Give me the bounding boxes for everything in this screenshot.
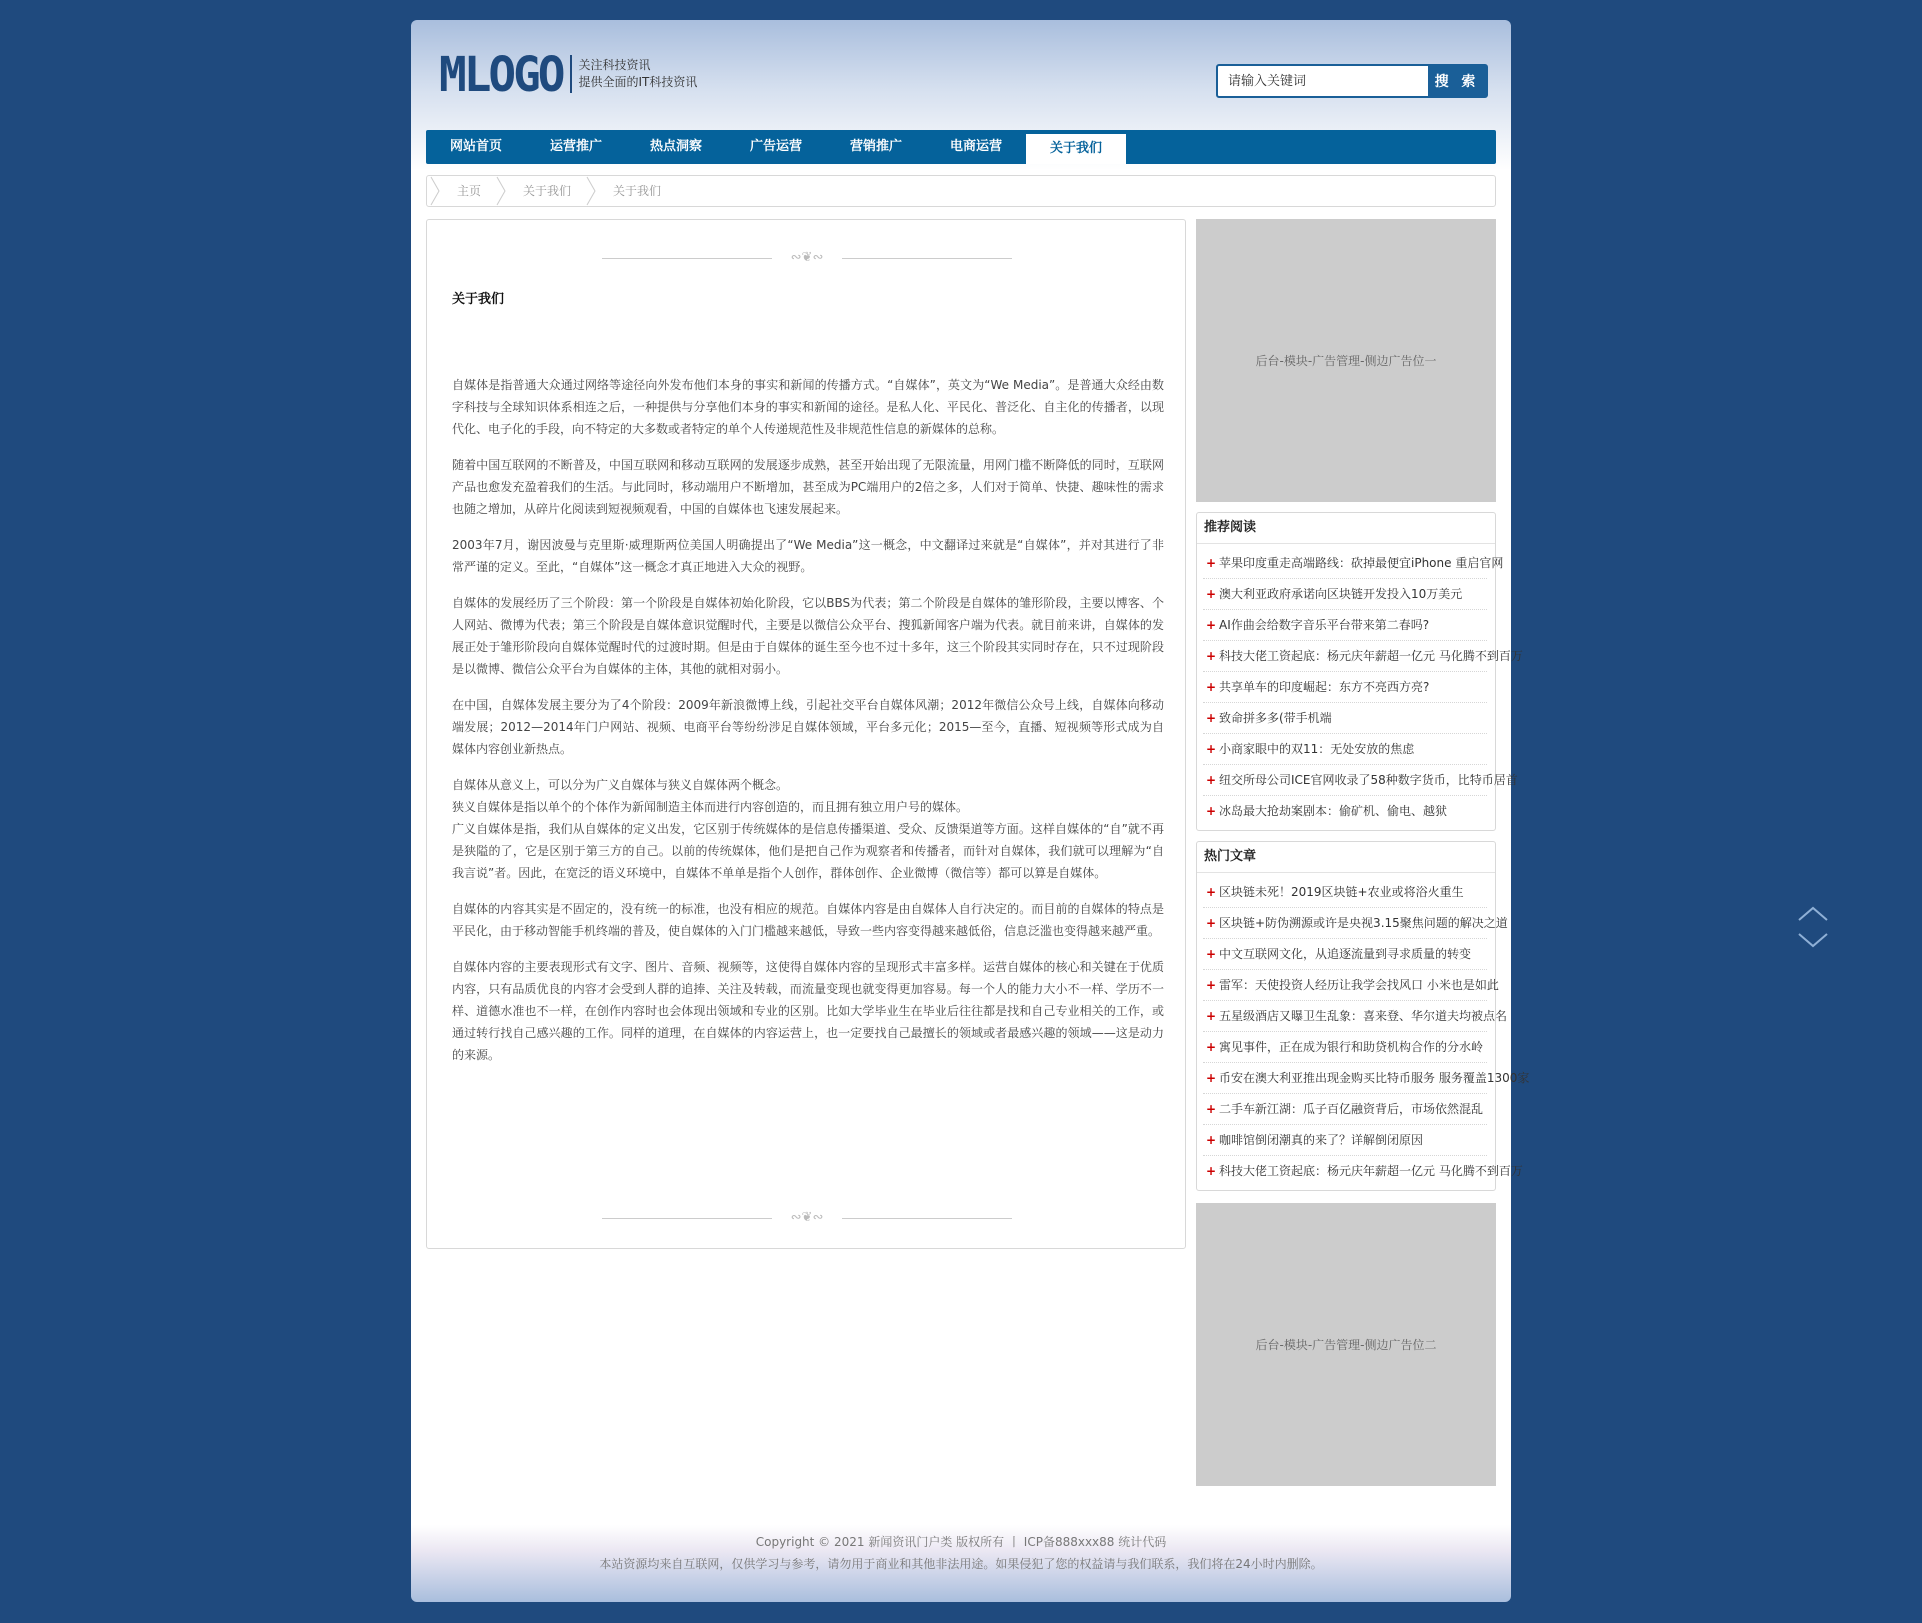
article-paragraph: 自媒体的发展经历了三个阶段：第一个阶段是自媒体初始化阶段，它以BBS为代表；第二个阶段是自媒体的雏形阶段，主要以博客、个人网站、微博为代表；第三个阶段是自媒体意识觉醒时代，主要是以微信公众平台、搜狐新闻客户端为代表。就目前来讲，自媒体的发展正处于雏形阶段向自媒体觉醒时代的过渡时期。但是由于自媒体的诞生至今也不过十多年，这三个阶段其实同时存在，只不过现阶段是以微博、微信公众平台为自媒体的主体，其他的就相对弱小。 <box>452 596 1164 676</box>
search-input[interactable] <box>1218 66 1428 96</box>
ornament-divider-bottom <box>602 1210 1012 1226</box>
ornament-divider-top <box>602 250 1012 266</box>
list-item[interactable]: + 币安在澳大利亚推出现金购买比特币服务 服务覆盖1300家 <box>1203 1063 1487 1094</box>
slogan-line-2: 提供全面的IT科技资讯 <box>578 75 698 89</box>
ornament-icon: ∾❦∾ <box>790 1210 824 1225</box>
footer <box>411 1531 1511 1575</box>
list-item[interactable]: + 澳大利亚政府承诺向区块链开发投入10万美元 <box>1203 579 1487 610</box>
sidebar <box>1196 219 1530 1486</box>
scroll-controls <box>1795 900 1831 960</box>
nav-item-marketing[interactable]: 营销推广 <box>849 139 902 154</box>
list-item[interactable]: + 冰岛最大抢劫案剧本：偷矿机、偷电、越狱 <box>1203 796 1487 826</box>
article-paragraph: 随着中国互联网的不断普及，中国互联网和移动互联网的发展逐步成熟，甚至开始出现了无限流量，用网门槛不断降低的同时，互联网产品也愈发充盈着我们的生活。与此同时，移动端用户不断增加，甚至成为PC端用户的2倍之多，人们对于简单、快捷、趣味性的需求也随之增加，从碎片化阅读到短视频观看，中国的自媒体也飞速发展起来。 <box>452 458 1164 516</box>
nav-item-hotspot[interactable]: 热点洞察 <box>649 139 702 154</box>
list-item[interactable]: + 科技大佬工资起底：杨元庆年薪超一亿元 马化腾不到百万 <box>1203 1156 1487 1186</box>
list-item[interactable]: + 咖啡馆倒闭潮真的来了？详解倒闭原因 <box>1203 1125 1487 1156</box>
article-paragraph: 自媒体内容的主要表现形式有文字、图片、音频、视频等，这使得自媒体内容的呈现形式丰富多样。运营自媒体的核心和关键在于优质内容，只有品质优良的内容才会受到人群的追捧、关注及转载，而流量变现也就变得更加容易。每一个人的能力大小不一样、学历不一样、道德水准也不一样，在创作内容时也会体现出领域和专业的区别。比如大学毕业生在毕业后往往都是找和自己专业相关的工作，或通过转行找自己感兴趣的工作。同样的道理，在自媒体的内容运营上，也一定要找自己最擅长的领域或者最感兴趣的领域——这是动力的来源。 <box>452 960 1164 1062</box>
breadcrumb-separator-icon <box>429 176 441 206</box>
list-item[interactable]: + 二手车新江湖：瓜子百亿融资背后，市场依然混乱 <box>1203 1094 1487 1125</box>
search-button[interactable]: 搜 索 <box>1428 66 1486 96</box>
slogan-line-1: 关注科技资讯 <box>578 58 651 72</box>
hot-title: 热门文章 <box>1197 842 1495 873</box>
breadcrumb-current: 关于我们 <box>613 184 662 198</box>
breadcrumb-home[interactable]: 主页 <box>457 184 482 198</box>
list-item[interactable]: + 中文互联网文化，从追逐流量到寻求质量的转变 <box>1203 939 1487 970</box>
article-paragraph: 自媒体的内容其实是不固定的，没有统一的标准，也没有相应的规范。自媒体内容是由自媒体人自行决定的。而目前的自媒体的特点是平民化，由于移动智能手机终端的普及，使自媒体的入门门槛越来越低，导致一些内容变得越来越低俗，信息泛滥也变得越来越严重。 <box>452 902 1164 938</box>
scroll-down-icon[interactable] <box>1795 926 1831 952</box>
logo[interactable] <box>439 45 698 103</box>
ornament-line <box>602 258 772 259</box>
header <box>411 20 1511 130</box>
search-box <box>1216 64 1488 98</box>
logo-divider <box>570 55 572 93</box>
list-item[interactable]: + 寓见事件，正在成为银行和助贷机构合作的分水岭 <box>1203 1032 1487 1063</box>
breadcrumb-separator-icon <box>585 176 597 206</box>
list-item[interactable]: + 科技大佬工资起底：杨元庆年薪超一亿元 马化腾不到百万 <box>1203 641 1487 672</box>
ornament-line <box>602 1218 772 1219</box>
article-paragraph: 在中国，自媒体发展主要分为了4个阶段：2009年新浪微博上线，引起社交平台自媒体风潮；2012年微信公众号上线，自媒体向移动端发展；2012—2014年门户网站、视频、电商平台等纷纷涉足自媒体领域，平台多元化；2015—至今，直播、短视频等形式成为自媒体内容创业新热点。 <box>452 698 1164 756</box>
nav-item-operation[interactable]: 运营推广 <box>549 139 602 154</box>
nav-item-ecommerce[interactable]: 电商运营 <box>949 139 1002 154</box>
list-item[interactable]: + 小商家眼中的双11：无处安放的焦虑 <box>1203 734 1487 765</box>
nav-item-home[interactable]: 网站首页 <box>449 139 502 154</box>
recommended-list <box>1197 544 1523 830</box>
ornament-line <box>842 258 1012 259</box>
article-body <box>452 374 1164 1080</box>
hot-box <box>1196 841 1530 1191</box>
breadcrumb-category[interactable]: 关于我们 <box>523 184 572 198</box>
ornament-line <box>842 1218 1012 1219</box>
list-item[interactable]: + 致命拼多多(带手机端 <box>1203 703 1487 734</box>
footer-copyright: Copyright © 2021 新闻资讯门户类 版权所有 丨 ICP备888xxx88 统计代码 <box>755 1535 1167 1549</box>
list-item[interactable]: + 共享单车的印度崛起：东方不亮西方亮? <box>1203 672 1487 703</box>
article-panel <box>426 219 1186 1249</box>
page-container <box>411 20 1530 1602</box>
article-paragraph: 2003年7月，谢因波曼与克里斯·威理斯两位美国人明确提出了“We Media”这一概念，中文翻译过来就是“自媒体”，并对其进行了非常严谨的定义。至此，“自媒体”这一概念才真正地进入大众的视野。 <box>452 538 1164 574</box>
recommended-title: 推荐阅读 <box>1197 513 1495 544</box>
ornament-icon: ∾❦∾ <box>790 250 824 265</box>
breadcrumb <box>426 175 1496 207</box>
article-paragraph: 自媒体从意义上，可以分为广义自媒体与狭义自媒体两个概念。 狭义自媒体是指以单个的个体作为新闻制造主体而进行内容创造的，而且拥有独立用户号的媒体。 广义自媒体是指，我们从自媒体的定义出发，它区别于传统媒体的是信息传播渠道、受众、反馈渠道等方面。这样自媒体的“自”就不再是狭隘的了，它是区别于第三方的自己。以前的传统媒体，他们是把自己作为观察者和传播者，而针对自媒体，我们就可以理解为“自我言说”者。因此，在宽泛的语义环境中，自媒体不单单是指个人创作，群体创作、企业微博（微信等）都可以算是自媒体。 <box>452 778 1164 880</box>
article-title: 关于我们 <box>452 292 505 307</box>
logo-text: MLOGO <box>439 45 563 103</box>
list-item[interactable]: + 纽交所母公司ICE官网收录了58种数字货币，比特币居首 <box>1203 765 1487 796</box>
main-nav <box>426 130 1496 164</box>
nav-item-about[interactable]: 关于我们 <box>1026 134 1126 164</box>
nav-item-ads[interactable]: 广告运营 <box>749 139 802 154</box>
sidebar-ad-2[interactable]: 后台-模块-广告管理-侧边广告位二 <box>1196 1203 1496 1486</box>
list-item[interactable]: + 苹果印度重走高端路线：砍掉最便宜iPhone 重启官网 <box>1203 548 1487 579</box>
breadcrumb-separator-icon <box>495 176 507 206</box>
list-item[interactable]: + 雷军：天使投资人经历让我学会找风口 小米也是如此 <box>1203 970 1487 1001</box>
recommended-box <box>1196 512 1523 831</box>
sidebar-ad-1[interactable]: 后台-模块-广告管理-侧边广告位一 <box>1196 219 1496 502</box>
list-item[interactable]: + AI作曲会给数字音乐平台带来第二春吗? <box>1203 610 1487 641</box>
list-item[interactable]: + 区块链+防伪溯源或许是央视3.15聚焦问题的解决之道 <box>1203 908 1487 939</box>
list-item[interactable]: + 五星级酒店又曝卫生乱象：喜来登、华尔道夫均被点名 <box>1203 1001 1487 1032</box>
article-paragraph: 自媒体是指普通大众通过网络等途径向外发布他们本身的事实和新闻的传播方式。“自媒体”，英文为“We Media”。是普通大众经由数字科技与全球知识体系相连之后，一种提供与分享他们本身的事实和新闻的途径。是私人化、平民化、普泛化、自主化的传播者，以现代化、电子化的手段，向不特定的大多数或者特定的单个人传递规范性及非规范性信息的新媒体的总称。 <box>452 378 1164 436</box>
hot-list <box>1197 873 1530 1190</box>
slogan <box>578 57 697 91</box>
list-item[interactable]: + 区块链未死！2019区块链+农业或将浴火重生 <box>1203 877 1487 908</box>
scroll-up-icon[interactable] <box>1795 900 1831 926</box>
footer-disclaimer: 本站资源均来自互联网，仅供学习与参考，请勿用于商业和其他非法用途。如果侵犯了您的权益请与我们联系，我们将在24小时内删除。 <box>599 1557 1323 1571</box>
